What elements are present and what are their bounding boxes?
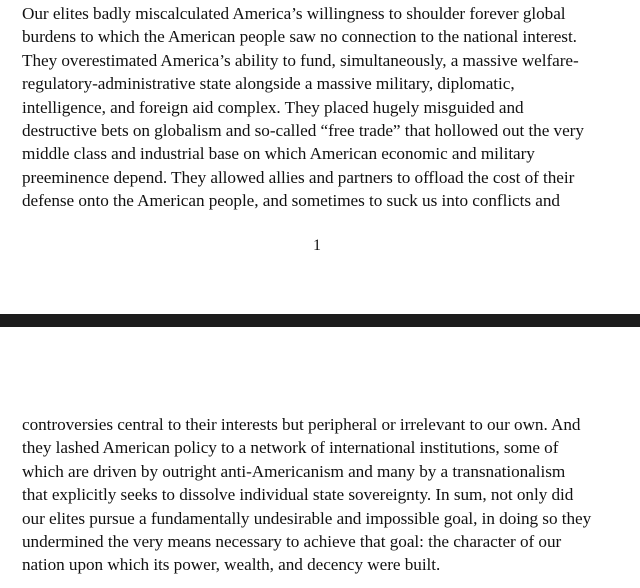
text-line: intelligence, and foreign aid complex. They placed hugely misguided and xyxy=(22,97,524,117)
document-page-2 xyxy=(0,327,640,588)
paragraph-page-2 xyxy=(22,413,632,577)
text-line: which are driven by outright anti-Americanism and many by a transnationalism xyxy=(22,461,566,481)
text-line: controversies central to their interests but peripheral or irrelevant to our own. And xyxy=(22,415,581,434)
text-line: they lashed American policy to a network of international institutions, some of xyxy=(22,438,559,458)
text-line: nation upon which its power, wealth, and decency were built. xyxy=(22,555,441,575)
text-line: undermined the very means necessary to achieve that goal: the character of our xyxy=(22,532,562,552)
page-separator xyxy=(0,314,640,327)
paragraph-page-1 xyxy=(22,2,632,213)
page-number-text: 1 xyxy=(313,237,321,254)
text-line: They overestimated America’s ability to fund, simultaneously, a massive welfare- xyxy=(22,50,579,70)
page-number xyxy=(0,236,640,256)
text-line: regulatory-administrative state alongside a massive military, diplomatic, xyxy=(22,74,515,94)
text-line: destructive bets on globalism and so-called “free trade” that hollowed out the very xyxy=(22,121,584,141)
text-line: middle class and industrial base on which American economic and military xyxy=(22,144,535,164)
text-line: that explicitly seeks to dissolve individual state sovereignty. In sum, not only did xyxy=(22,485,574,505)
text-line: our elites pursue a fundamentally undesirable and impossible goal, in doing so they xyxy=(22,508,592,528)
text-line: preeminence depend. They allowed allies and partners to offload the cost of their xyxy=(22,167,575,187)
text-line: Our elites badly miscalculated America’s willingness to shoulder forever global xyxy=(22,4,566,23)
text-line: burdens to which the American people saw no connection to the national interest. xyxy=(22,27,577,47)
text-line: defense onto the American people, and sometimes to suck us into conflicts and xyxy=(22,191,560,211)
